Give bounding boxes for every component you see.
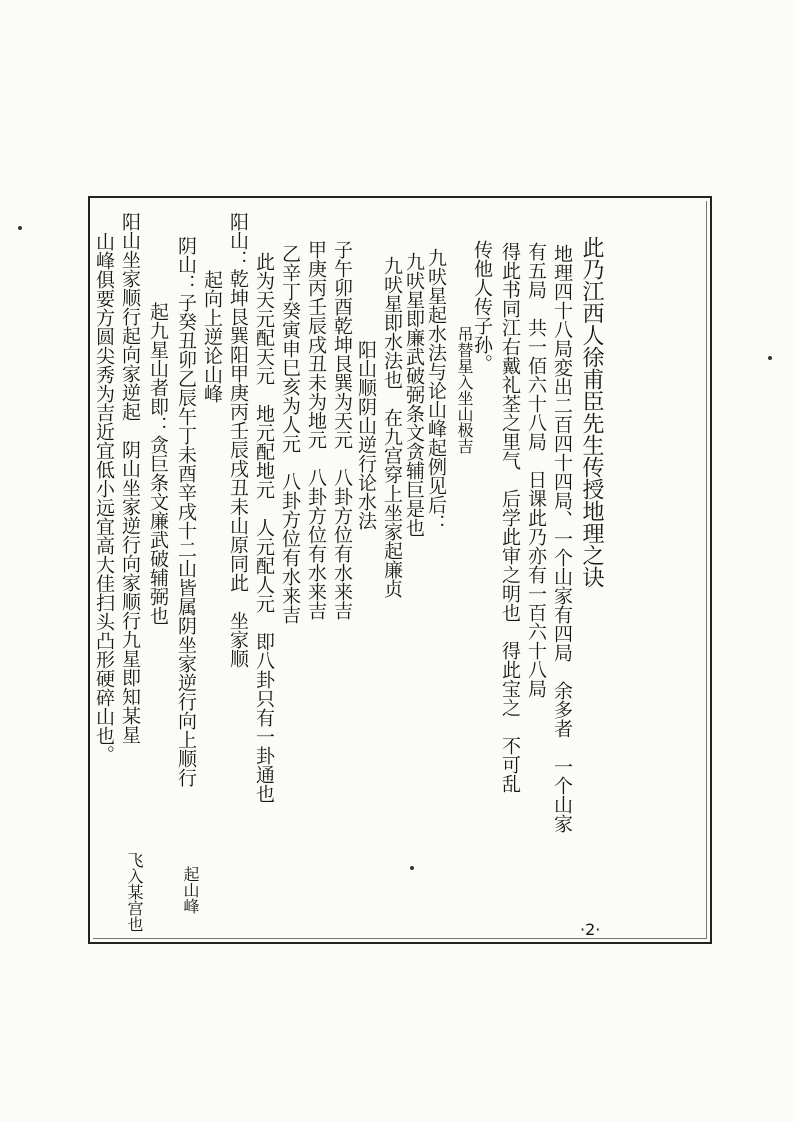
text-column-18: 起九星山者即：贪巨条文廉武破辅弼也	[147, 302, 169, 625]
text-column-5: 传他人传子孙。	[471, 240, 493, 373]
text-column-15: 阳山：乾坤艮巽阳甲庚丙壬辰戌丑未山原同此 坐家顺	[227, 212, 249, 668]
text-column-7: 九吠星起水法与论山峰起例见后：	[425, 248, 447, 533]
text-column-19: 阳山坐家顺行起向家逆起 阴山坐家逆行向家顺行九星即知某星	[119, 212, 141, 744]
scan-speck	[18, 226, 22, 230]
text-column-8: 九吠星即廉武破弼条文贪辅巨是也	[403, 252, 425, 537]
text-column-20: 山峰俱要方圆尖秀为吉近宜低小远宜高大佳扫头凸形硬碎山也。	[93, 232, 115, 764]
text-column-14: 此为天元配天元 地元配地元 人元配人元 即八卦只有一卦通也	[253, 252, 275, 803]
text-column-13: 乙辛丁癸寅申巳亥为人元 八卦方位有水来吉	[279, 244, 301, 624]
text-column-4: 得此书同江右戴礼荃之里气 后学此审之明也 得此宝之 不可乱	[499, 242, 521, 793]
scan-speck	[768, 356, 772, 360]
margin-note-palace: 飞入某宫也	[125, 852, 144, 932]
margin-note-mountain-peak: 起山峰	[181, 866, 200, 914]
scan-speck	[410, 866, 414, 870]
text-column-1: 此乃江西人徐甫臣先生传授地理之诀	[579, 236, 604, 588]
text-column-12: 甲庚丙壬辰戌丑未为地元 八卦方位有水来吉	[305, 240, 327, 620]
page-number: ·2·	[580, 920, 601, 939]
text-column-9: 九吠星即水法也 在九宫穿上坐家起廉贞	[381, 256, 403, 598]
text-column-2: 地理四十八局変出二百四十四局、一个山家有四局 余多者 一个山家	[551, 244, 573, 833]
text-column-3: 有五局 共一佰六十八局 日课此乃亦有一百六十八局	[525, 242, 547, 698]
text-column-11: 子午卯酉乾坤艮巽为天元 八卦方位有水来吉	[331, 240, 353, 620]
text-column-17: 阴山：子癸丑卯乙辰午丁未酉辛戌十二山皆属阴坐家逆行向上顺行	[175, 236, 197, 787]
text-column-6: 吊替星入坐山极吉	[455, 326, 474, 454]
text-column-16: 起向上逆论山峰	[201, 270, 223, 403]
text-column-10: 阳山顺阴山逆行论水法	[355, 340, 377, 530]
